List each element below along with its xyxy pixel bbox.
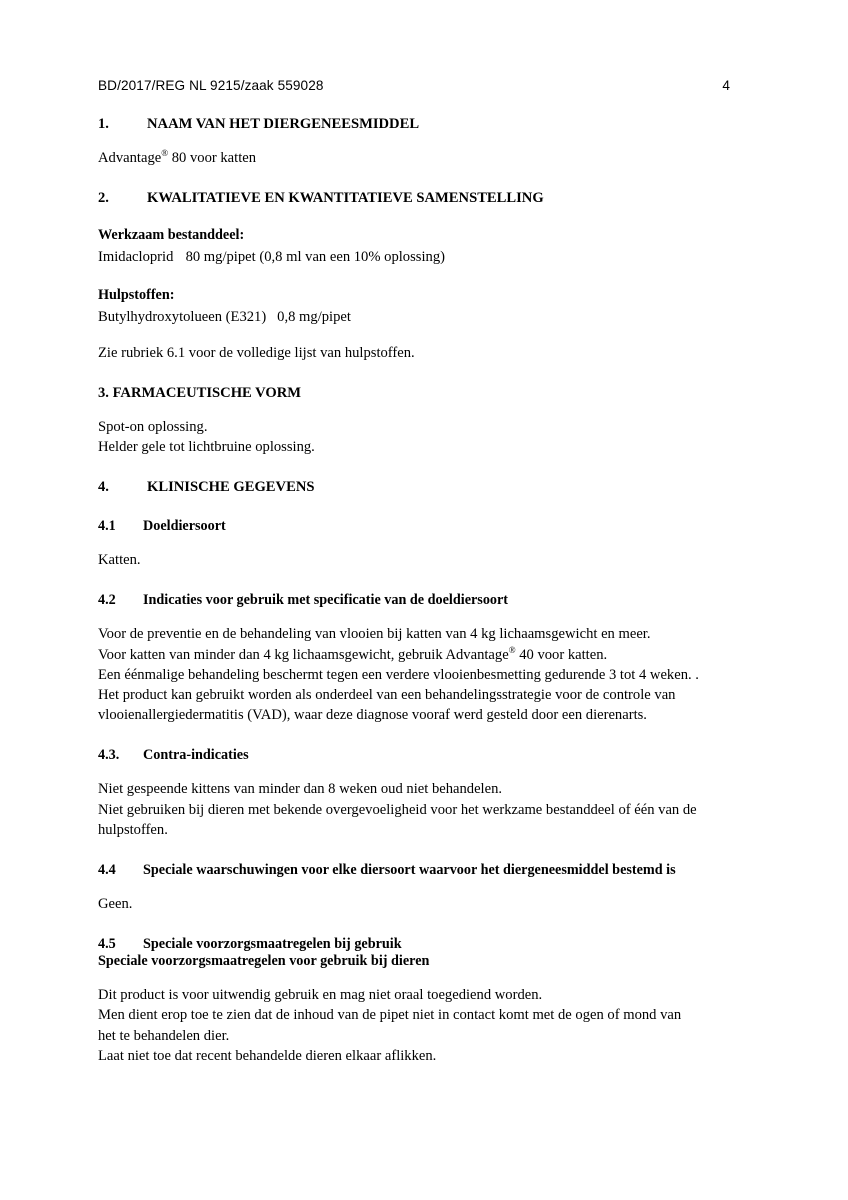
pharmaceutical-form-line-1: Spot-on oplossing. bbox=[98, 418, 208, 435]
page-number: 4 bbox=[722, 78, 730, 93]
indications-line-3: Een éénmalige behandeling beschermt tegen een verdere vlooienbesmetting gedurende 3 tot 4 weken. . bbox=[98, 666, 699, 683]
excipients-reference bbox=[98, 343, 752, 363]
indications-line-4: Het product kan gebruikt worden als onderdeel van een behandelingsstrategie voor de controle van bbox=[98, 687, 676, 704]
indications-line-2 bbox=[98, 645, 752, 665]
registered-mark-icon: ® bbox=[161, 148, 169, 159]
precautions-animals-line-3: het te behandelen dier. bbox=[98, 1027, 230, 1044]
section-number-4-1: 4.1 bbox=[98, 518, 116, 535]
product-name bbox=[98, 148, 752, 168]
product-name-prefix: Advantage bbox=[98, 150, 162, 166]
section-number-4-3: 4.3. bbox=[98, 747, 120, 764]
section-heading-4-1 bbox=[98, 518, 752, 535]
excipients-row bbox=[98, 307, 752, 327]
indications-line-2-prefix: Voor katten van minder dan 4 kg lichaamsgewicht, gebruik Advantage bbox=[98, 646, 509, 663]
special-warnings-line: Geen. bbox=[98, 896, 133, 913]
section-heading-4-4 bbox=[98, 862, 752, 879]
precautions-animals-line-1: Dit product is voor uitwendig gebruik en mag niet oraal toegediend worden. bbox=[98, 987, 543, 1004]
section-heading-2 bbox=[98, 190, 752, 207]
document-reference: BD/2017/REG NL 9215/zaak 559028 bbox=[98, 78, 324, 93]
precautions-animals-line-4: Laat niet toe dat recent behandelde dieren elkaar aflikken. bbox=[98, 1047, 437, 1064]
excipients-line: Butylhydroxytolueen (E321) 0,8 mg/pipet bbox=[98, 309, 351, 326]
contraindications-line-3: hulpstoffen. bbox=[98, 821, 168, 838]
precautions-animals-line-2: Men dient erop toe te zien dat de inhoud van de pipet niet in contact komt met de ogen of mond van bbox=[98, 1007, 682, 1024]
section-number-4-5: 4.5 bbox=[98, 936, 116, 953]
product-name-suffix: 80 voor katten bbox=[168, 150, 257, 166]
contraindications-line-1: Niet gespeende kittens van minder dan 8 weken oud niet behandelen. bbox=[98, 781, 503, 798]
registered-mark-icon: ® bbox=[508, 644, 516, 655]
special-warnings-body bbox=[98, 894, 752, 914]
section-heading-4-5 bbox=[98, 936, 752, 953]
section-heading-4 bbox=[98, 479, 752, 496]
section-title-2: KWALITATIEVE EN KWANTITATIEVE SAMENSTELLING bbox=[147, 190, 544, 207]
indications-line-1: Voor de preventie en de behandeling van vlooien bij katten van 4 kg lichaamsgewicht en meer. bbox=[98, 626, 651, 643]
precautions-animals-body bbox=[98, 985, 752, 1066]
precautions-animals-subheading: Speciale voorzorgsmaatregelen voor gebruik bij dieren bbox=[98, 953, 430, 970]
target-species-line: Katten. bbox=[98, 552, 141, 569]
section-heading-4-2 bbox=[98, 592, 752, 609]
section-number-1: 1. bbox=[98, 116, 109, 132]
section-title-4-5: Speciale voorzorgsmaatregelen bij gebruik bbox=[143, 936, 402, 953]
active-substance-line: Imidacloprid 80 mg/pipet (0,8 ml van een 10% oplossing) bbox=[98, 249, 445, 266]
pharmaceutical-form-line-2: Helder gele tot lichtbruine oplossing. bbox=[98, 439, 315, 456]
section-title-4-3: Contra-indicaties bbox=[143, 747, 249, 764]
section-number-4-2: 4.2 bbox=[98, 592, 116, 609]
section-title-1: NAAM VAN HET DIERGENEESMIDDEL bbox=[147, 116, 420, 132]
active-substance-row bbox=[98, 247, 752, 267]
indications-body bbox=[98, 624, 752, 725]
excipients-label: Hulpstoffen: bbox=[98, 287, 175, 304]
section-title-4-2: Indicaties voor gebruik met specificatie van de doeldiersoort bbox=[143, 592, 509, 609]
section-title-4-1: Doeldiersoort bbox=[143, 518, 226, 535]
indications-line-2-suffix: 40 voor katten. bbox=[515, 646, 608, 663]
running-header bbox=[98, 78, 752, 94]
contraindications-body bbox=[98, 779, 752, 840]
pharmaceutical-form-body bbox=[98, 417, 752, 457]
page-content bbox=[98, 78, 752, 1066]
section-number-4: 4. bbox=[98, 479, 109, 496]
excipients-reference-line: Zie rubriek 6.1 voor de volledige lijst van hulpstoffen. bbox=[98, 344, 415, 361]
indications-line-5: vlooienallergiedermatitis (VAD), waar deze diagnose vooraf werd gesteld door een dierenarts. bbox=[98, 707, 647, 724]
active-substance-label: Werkzaam bestanddeel: bbox=[98, 227, 245, 244]
contraindications-line-2: Niet gebruiken bij dieren met bekende overgevoeligheid voor het werkzame bestanddeel of één van de bbox=[98, 801, 697, 818]
section-title-4: KLINISCHE GEGEVENS bbox=[147, 479, 315, 496]
target-species-body bbox=[98, 550, 752, 570]
section-heading-1 bbox=[98, 116, 752, 133]
section-title-4-4: Speciale waarschuwingen voor elke diersoort waarvoor het diergeneesmiddel bestemd is bbox=[143, 862, 676, 879]
section-number-4-4: 4.4 bbox=[98, 862, 116, 879]
section-number-2: 2. bbox=[98, 190, 109, 207]
section-heading-4-3 bbox=[98, 747, 752, 764]
section-heading-3: 3. FARMACEUTISCHE VORM bbox=[98, 384, 302, 401]
